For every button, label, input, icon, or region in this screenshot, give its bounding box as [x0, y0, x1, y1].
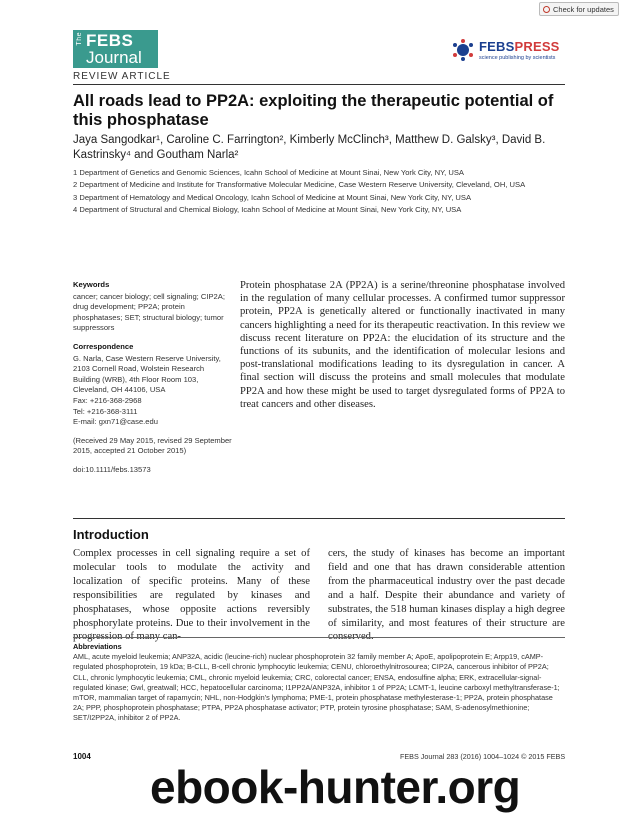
keywords-block — [73, 280, 233, 334]
correspondence-block: Correspondence G. Narla, Case Western Reserve University, 2103 Cornell Road, Wolstein Research Building (WRB), 4th Floor Room 103, Cleveland, OH 44106, USA Fax: +216-368-2968 Tel: +216-368-3111 E-mail: gxn71@case.edu — [73, 342, 233, 428]
check-for-updates-button[interactable]: Check for updates — [539, 2, 619, 16]
keywords-heading: Keywords — [73, 280, 110, 289]
keywords-text: cancer; cancer biology; cell signaling; CIP2A; drug development; PP2A; protein phosphatases; SET; structural biology; tumor suppressors — [73, 291, 225, 333]
abstract: Protein phosphatase 2A (PP2A) is a serine/threonine phosphatase involved in the regulation of many cellular processes. A confirmed tumor suppressor protein, PP2A is genetically altered or functionally inactivated in many cancers highlighting a need for its therapeutic reactivation. In this review we discuss recent literature on PP2A: the elucidation of its structure and the functions of its subunits, and the identification of molecular lesions and post-translational modifications leading to its dysregulation in cancer. A final section will discuss the proteins and small molecules that modulate PP2A and how these might be used to target dysregulated forms of PP2A to treat cancers and other diseases. — [240, 280, 565, 410]
article-info-sidebar — [73, 280, 233, 484]
febs-press-dots-icon — [451, 38, 475, 62]
affiliations — [73, 167, 565, 216]
article-type: REVIEW ARTICLE — [73, 71, 171, 82]
introduction-heading: Introduction — [73, 527, 149, 542]
author-list: Jaya Sangodkar¹, Caroline C. Farrington², Kimberly McClinch³, Matthew D. Galsky³, David B. Kastrinsky⁴ and Goutham Narla² — [73, 134, 546, 161]
article-title: All roads lead to PP2A: exploiting the therapeutic potential of this phosphatase — [73, 92, 554, 129]
journal-citation: FEBS Journal 283 (2016) 1004–1024 © 2015 FEBS — [400, 752, 566, 761]
correspondence-email[interactable]: E-mail: gxn71@case.edu — [73, 417, 158, 427]
abbreviations-block — [73, 642, 565, 724]
affiliation-4: 4 Department of Structural and Chemical Biology, Icahn School of Medicine at Mount Sinai, New York City, NY, USA — [73, 204, 462, 214]
doi-link[interactable]: doi:10.1111/febs.13573 — [73, 464, 151, 474]
affiliation-1: 1 Department of Genetics and Genomic Sciences, Icahn School of Medicine at Mount Sinai, New York City, NY, USA — [73, 168, 464, 177]
affiliation-3: 3 Department of Hematology and Medical Oncology, Icahn School of Medicine at Mount Sinai, New York City, NY, USA — [73, 192, 472, 202]
page-number: 1004 — [73, 752, 91, 761]
received-dates: (Received 29 May 2015, revised 29 September 2015, accepted 21 October 2015) — [73, 435, 232, 456]
header-divider — [73, 84, 565, 85]
check-updates-icon — [543, 6, 550, 13]
abbreviations-divider — [73, 637, 565, 638]
correspondence-heading: Correspondence — [73, 341, 134, 351]
febs-press-logo: FEBSPRESS science publishing by scientists — [451, 36, 566, 66]
affiliation-2: 2 Department of Medicine and Institute for Transformative Molecular Medicine, Case Western Reserve University, Cleveland, OH, USA — [73, 180, 526, 190]
watermark: ebook-hunter.org — [150, 761, 521, 813]
abbreviations-text: AML, acute myeloid leukemia; ANP32A, acidic (leucine-rich) nuclear phosphoprotein 32 family member A; ApoE, apolipoprotein E; Arpp19, cAMP-regulated phosphoprotein, 19 kDa; B-CLL, B-cell chronic lymphocytic leukemia; CENU, chloroethylnitrosourea; CIP2A, cancerous inhibitor of PP2A; CLL, chronic lymphocytic leukemia; CML, chronic myeloid leukemia; CRC, colorectal cancer; ENSA, endosulfine alpha; ERK, extracellular-signal-regulated kinase; Gwl, greatwall; HCC, hepatocellular carcinoma; I1PP2A/ANP32A, inhibitor 1 of PP2A; LCMT-1, leucine carboxyl methyltransferase-1; mTOR, mammalian target of rapamycin; NHL, non-Hodgkin's lymphoma; PME-1, protein phosphatase methylesterase-1; PP2A, protein phosphatase 2A; PPP, phosphoprotein phosphatase; PTPA, PP2A phosphatase activator; PTP, protein tyrosine phosphatase; SAM, S-adenosylmethionine; SET/I2PP2A, inhibitor 2 of PP2A. — [73, 652, 560, 723]
febs-journal-logo: The FEBS Journal — [73, 30, 158, 68]
intro-column-right: cers, the study of kinases has become an important field and one that has drawn considerable attention from the pharmaceutical industry over the past decade and a half. Despite their abundance and variety of substrates, the 518 human kinases display a high degree of similarity, and most features of their structure are conserved. — [328, 548, 565, 643]
intro-column-left: Complex processes in cell signaling require a set of molecular tools to modulate the activity and localization of specific proteins. Many of these responsibilities are regulated by kinases and phosphatases, whose opposite actions reversibly phosphorylate proteins. Due to their involvement in the progression of many can- — [73, 548, 310, 643]
abbreviations-heading: Abbreviations — [73, 642, 122, 651]
section-divider — [73, 518, 565, 519]
